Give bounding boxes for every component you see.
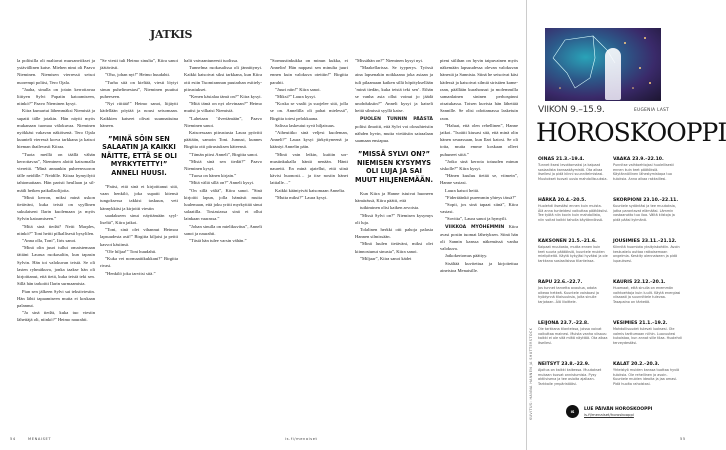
- article-paragraph: ”Minä vain leikin, kuitiin sormustinkukalla häntä nenään. Hänti nauretti. En minä ajatellut, että siinä kävisi huonosti… ja itse nostin hänet lattialle…”: [270, 151, 348, 186]
- article-paragraph: tutkiminen olisi kaiken arvoista.: [360, 205, 420, 211]
- sign-text: Yhteistyö muiden kanssa tuottaa hyviä tuloksia. Ole rehellinen ja avoin. Kuuntele muiden ideoita ja jaa omasi. Pidä huolta rahoistasi.: [613, 368, 680, 386]
- article-paragraph: ”Tästä hän tulee varsin vähän.”: [189, 238, 247, 244]
- horoscope-right-column: [613, 157, 683, 403]
- article-paragraph: ”Minä olin juuri tullut omaistemaan tätiäni Laurua ruokasaliin, kun tapasin Sylvin. Hän toi valokuvan teistä. Se oli lasten ryhmäkuva, jonka taakse hän oli kirjoittanut, että tietä, kuka teistä teki sen. Sillä hän tarkoitti Ilarin surmaamista.: [17, 245, 95, 287]
- jatkis-heading: JATKIS: [150, 28, 193, 41]
- sign-text: Kiinnitä huomiota yksityiskohtiin. Avoin keskustelu auttaa ratkaisemaan ongelmia. Keskity olennaiseen ja pidä lupauksesi.: [613, 245, 680, 263]
- article-paragraph: Sisältää kuvitettua ja kirjoitettua aineistoa Menaisille.: [440, 260, 518, 273]
- sign-text: Tunnet itsesi levottomaksi ja kaipaat sosiaalista kanssakäymistä. Ota aikaa itsellesi ja pidä kiinni suunnitelmistasi. Muutokset tuovat uusia mahdollisuuksia.: [538, 163, 608, 181]
- article-paragraph: Laura katsoi heitä.: [445, 187, 480, 193]
- promo-title: LUE PÄIVÄN HOROSKOOPPI: [584, 406, 653, 412]
- article-paragraph: ”Juuri niin!” Kiira sanoi.: [275, 86, 321, 92]
- horoscope-sign: [613, 362, 683, 403]
- illustration-credit: KUVITUS: HANNA HANNEN JA SHUTTERSTOCK: [529, 327, 533, 420]
- article-paragraph: Kun Kiira ja Hanne istuivat huoneen hämärässä, Kiira päätti, että: [355, 191, 433, 204]
- sign-heading: LEIJONA 23.7.–22.8.: [538, 321, 589, 326]
- article-paragraph: ”Mistä sinä sen tiedät?” Paavo Nieminen kysyi.: [184, 158, 262, 172]
- article-paragraph: la poliisilla oli maltavat mursanviikset ja ystävällinen katse. Miehen nimi oli Paavo Nieminen. Niemisen vierressä seisoi nuorempi poliisi, Tero Ojala.: [17, 58, 95, 85]
- sign-heading: OINAS 21.3.–19.4.: [538, 157, 585, 162]
- article-paragraph: halit vaivaantuneesti tuolissa.: [184, 58, 239, 63]
- article-column-4: [270, 57, 348, 417]
- article-paragraph: Kiira kumartui lähemmäksi Niemistä ja supatti tälle jotakin. Hän näytti myös mukanaan tuomaa välokuvaa. Nieminen nyökkäsi vakavan näköisenä. Tero Ojala kuunteli vieressä korva tarkkana ja katsoi hieman ihailevasti Kiiraa.: [17, 108, 95, 150]
- horoscope-sign: [613, 321, 683, 362]
- article-paragraph: ”Toni, sinä olet vihannut Heimoa lapsuudesta asti!” Birgitta kiljaisi ja peitti kasvot käsiinsä.: [100, 227, 178, 247]
- article-paragraph: ”Sovitta”, Laura sanoi ja hymyili.: [445, 216, 507, 222]
- sign-text: Huolehdi itsestäsi ennen kuin muista. Älä anna tunteidesi vaikuttaa päätöksiisi. Tee työtä niin kovin kuin mahdollista, niin voitat kaikki taholla käytännöissä.: [538, 204, 608, 222]
- sign-heading: JOUSIMIES 23.11.–21.12.: [613, 239, 677, 244]
- zodiac-illustration: [545, 28, 661, 101]
- article-paragraph: ”Sopii, jos sinä tapaat siinä”, Kiira vastasi.: [440, 202, 518, 215]
- article-paragraph: ”Lahetaan ’ilveriämään”, Paavo Nieminen sanoi.: [184, 115, 262, 128]
- article-paragraph: ”Henkilö joka tarvitsi sitä.”: [105, 270, 156, 276]
- article-paragraph: ”Haluat, että olen rehellinen”, Hanne jatkoi. ”Isoäiti kiusasi sitä, että minä olin hänen seurassaan, kun Ilari katosi. Se oli totta, mutta emme koskaan olleet puhuneet siitä.”: [440, 122, 518, 157]
- article-paragraph: Tunnelma ruokasalissa oli jännittynyt. Kaikki katsoivat siksi tarkkana, kun Kiira otti esiin Tuomirannan puutarhan esittelypiirustukset.: [184, 65, 262, 92]
- article-paragraph: ”Miljaar”, Kiira sanoi kädet: [360, 255, 412, 261]
- pull-quote-1: ”MINÄ SÖIN SEN SALAATIN JA KAIKKI NÄITTE, ETTÄ SE OLI MYRKYTETTY!” ANNELI HUUSI.: [100, 129, 178, 183]
- sign-text: Kuuntele sydäntäsi ja tee muutoksia, jotka parantavat elämääsi. Lämmin vastaanotto tuo iloa. Vältä kiistoja ja pidä pääsi kylmänä.: [613, 204, 676, 222]
- article-paragraph: saadakseen sinut näyttämään syylliseltä”, Kiira jatkoi.: [100, 212, 178, 226]
- article-paragraph: ”Oho, johan nyt!” Heimo huudahti.: [105, 72, 171, 78]
- article-paragraph: ”Ja sinä tiedät, kuka tuo viestin lähettäjä oli, niinkö?” Heimo naurahti.: [17, 310, 95, 323]
- sign-text: Kaipaat muutosta, mutta ennen kuin teet suuria päätöksiä, kuuntele muiden mielipiteitä. Käytä kykyjäsi hyväksi ja ole tarkkana sosiaalisissa tilanteissa.: [538, 245, 608, 263]
- sign-heading: KAKSONEN 21.5.–21.6.: [538, 239, 597, 244]
- article-paragraph: ”Turha sitä on kieltää, viesti löytyi sinun puhelimestasi”, Nieminen puuttui puheeseen.: [100, 79, 178, 100]
- article-paragraph: ”Mitä tämä on nyt olevinaan?” Heimo mutisi ja vilkaisi Niemistä.: [184, 101, 262, 114]
- article-paragraph: ”Minä kerron, miksi minä uskon tietäväni, kuka teistä on syyllinen sukulaiseni Ilarin kuolemaan ja myös Sylvin katoamiseen.”: [17, 194, 95, 222]
- page-number-right: 55: [680, 437, 686, 441]
- horoscope-left-column: [538, 157, 608, 403]
- article-paragraph: Katsoessaan piirustusta Laura pyöritti päätään, samoin Toni. Jumust, kunnes Birgitta otti piirustuksen käteensä.: [184, 130, 262, 150]
- article-paragraph: Salissa laskeutui syvä hiljaisuus.: [275, 122, 335, 128]
- horoscope-sign: [538, 362, 608, 403]
- article-paragraph: Kaikki kääntyivät katsomaan Annelia.: [275, 187, 346, 193]
- article-paragraph: ”Maakellarissa. Se tyyperys. Työssä aina lapsenakin noikkaana joka asiaan ja tuli pilaamaan kaiken sillä höpötyksellään ’minä tiedän, kuka teistä teki sen’. Eihän se vanha asia ollut voinut jo jäädä unohduksiin?” Anneli kysyi ja katseli heitä silmissä syyllä katse.: [355, 65, 433, 114]
- article-paragraph: ”Koska se vaalii ja suojelee sitä, jolla se on. Annelilla oli pahat mielessä”, Birgitta totesi pelokkaana.: [270, 101, 348, 121]
- article-paragraph: ”Paitsi, että sinä et kirjoittanut sitä, vaan henkilö, joka supatti kitensä tungoksessa takkisi taskuun, veti kännykkäsi ja kirjoitti viestin: [100, 184, 178, 211]
- article-paragraph: ”Missähän on?” Nieminen kysyi nyt.: [355, 58, 424, 63]
- article-paragraph: Tolalinen herkki otti pahoja palasia Hannen silmissään.: [355, 227, 433, 240]
- article-paragraph: ”Mitä sinä tiedät? Neiti Marples, niinkö?” Toni heitti pilkallisesti bysylilen.: [17, 223, 95, 236]
- article-paragraph: ”Mitä väliä sillä on?” Anneli kysyi.: [189, 180, 255, 186]
- article-paragraph: ”Nyt riittää!” Heimo sanoi, liijäytti kädellään pöytää ja nousi seisomaan. Kaikkien katseet olivat suunnattuina häneen.: [100, 101, 178, 128]
- sign-heading: SKORPIONI 23.10.–22.11.: [613, 198, 679, 203]
- horoscope-week: VIIKON 9.–15.9.: [538, 105, 605, 115]
- sign-heading: RAPU 22.6.–22.7.: [538, 280, 583, 285]
- article-paragraph: ”Sormustinkukka on minun kukka, ei Annelin! Hän nappasi sen minulta juuri ennen kuin valokuva otettiin!” Birgitta parahti.: [270, 58, 348, 85]
- horoscope-author: EUGENIA LAST: [634, 108, 670, 113]
- lead-in: PUOLEN TUNNIN PÄÄSTÄ: [360, 116, 433, 122]
- article-paragraph: ”Kuka vei normaattikukkani?” Birgitta rivasi.: [100, 256, 178, 269]
- horoscope-sign: [538, 321, 608, 362]
- page-number-left: 54: [10, 437, 16, 441]
- article-paragraph: ”Jotko sinä kerrota totuuden minun siskolle?” Kiira kysyi.: [440, 158, 518, 172]
- horoscope-sign: [538, 198, 608, 239]
- magazine-name: MENAISET: [28, 437, 52, 441]
- figure-silhouette: [605, 48, 621, 100]
- magazine-url: is.fi/menaiset: [285, 437, 318, 441]
- article-paragraph: ”Aiheutitko sinä veljesi kuoleman, Anneli?” Laura kysyi järkyttyneenä ja kääntyi Annelin päin.: [270, 130, 348, 150]
- article-paragraph: ”Missä Sylvi on?” Niemisen kysymys oli luja.: [355, 212, 433, 225]
- sign-heading: KALAT 20.2.–20.3.: [613, 362, 660, 367]
- horoscope-sign: [613, 157, 683, 198]
- article-paragraph: VIIKKOA MYÖHEMMIN Kiira avasi postin tuomat lähetyksen. Siinä hän oli Sannin kanssa näkemässä vanha valokuva.: [440, 223, 519, 252]
- article-column-2: [100, 57, 178, 417]
- article-paragraph: PUOLEN TUNNIN PÄÄSTÄ poliisi ilmoitti, että Sylvi voi olosuhteisiin nähden hyvin, mutta vietäisiin sairaalaan saamaan ensiapua.: [355, 116, 433, 144]
- article-paragraph: Jatkokertomus päättyy.: [445, 253, 488, 259]
- article-paragraph: ”Johan sinulla on mielikuvitus”, Anneli sanoi ja naurahti.: [184, 223, 262, 236]
- article-paragraph: ”Tämän piirsi Anneli”, Birgitta sanoi.: [189, 151, 259, 157]
- sign-heading: HÄRKÄ 20.4.–20.5.: [538, 198, 587, 203]
- pull-quote-2: ”MISSÄ SYLVI ON?” NIEMISEN KYSYMYS OLI LUJA JA SAI MUUT HILJENEMÄÄN.: [355, 144, 433, 190]
- article-paragraph: ”Miksi?” Laura kysyi.: [275, 94, 316, 100]
- lead-in: VIIKKOA MYÖHEMMIN: [445, 224, 505, 230]
- article-column-6: [440, 57, 518, 417]
- article-column-5: [355, 57, 433, 417]
- sign-text: Jos tunnet tarvetta avautua, odota oikeaa hetkeä. Kuuntele vaistoasi ja hyödynnä tilaisuuksia, joita sinulle tarjotaan. Älä liioittele.: [538, 286, 600, 304]
- promo-link[interactable]: is.fi/menaiset/horoskooppi: [584, 411, 634, 417]
- article-paragraph: pieni siilihan on hyvin taipuvainen myös näkemään lapsuudessa olevan valokuvan hänestä ja Sannista. Siinä he seisoivat käsi kädessä ja katsoivat silmiä siristäen kameraan, päällään kurahousut ja molemmilla samanlainen sininen perhospinni otsatukassa. Toisen kuvista hän lähettää Sannille. Se olisi odottamassa lasketuin raon.: [440, 58, 518, 121]
- article-paragraph: ”Fidertäänkö puremmin yhteys tässä?”: [445, 194, 517, 200]
- constellation-icon: [545, 28, 661, 101]
- article-paragraph: ”Hänen kuuluu tietää se, viimein”, Hanne vastasi.: [440, 173, 518, 186]
- article-paragraph: ”Tuosa on hänen kirjain.”: [189, 173, 237, 179]
- horoscope-sign: [613, 239, 683, 280]
- article-paragraph: ”Kenen käsialaa tämä on?” Kiira kysyi.: [189, 94, 262, 100]
- horoscope-promo[interactable]: [566, 405, 652, 418]
- article-column-3: [184, 57, 262, 417]
- sign-heading: KAURIS 22.12.–20.1.: [613, 280, 666, 285]
- article-paragraph: ”Se viesti tuli Heimo sinulta”, Kiira sanoi jäätävästi.: [100, 58, 178, 71]
- is-logo: IS: [566, 405, 579, 418]
- article-paragraph: ”Anna olla, Toni”, Iiris sanoi.: [22, 238, 77, 244]
- sign-text: Huomaat, että sinulla on enemmän vaihtoehtoja kuin luulit. Käytä energiasi viisaasti ja suunnittele tulevaa. Tasapaino on tärkeää.: [613, 286, 681, 304]
- sign-text: Ole tarkkana tilanteissa, joissa voivat vaikuttaa mainesi. Muista vanha viisaus: kaikki ei ole sitä miltä näyttää. Ota aikaa itsellesi.: [538, 327, 608, 345]
- article-paragraph: ”Ole hiljaa!” Toni huudahti.: [105, 248, 157, 254]
- article-paragraph: ”Tuota meillä on täällä vähän kerrottavaa”, Nieminen aloitti katsomalla viereitä. ”Minä annankin puheenvuoron tälle neidille.” Neidille. Kiiraa hymyilytti tahtomattaan. Hän paristi heullaan ja silmäili hetken paikallaolijoita.: [17, 151, 95, 193]
- sign-heading: NEITSYT 23.8.–22.9.: [538, 362, 590, 367]
- sign-heading: VESIMIES 21.1.–19.2.: [613, 321, 668, 326]
- sign-heading: VAAKA 23.9.–22.10.: [613, 157, 664, 162]
- sign-text: Ajoitus on kaikki kaikessa. Muutokset mukaan tuovat onnistumisia. Pysy aktiivisena ja tee asioita ajallaan. Tarkkaile ympäristöäsi.: [538, 368, 602, 386]
- article-paragraph: ”Minä luulen tietäväni, miksi olet kiinnostunut sinusta”, Kiira sanoi.: [355, 241, 433, 254]
- horoscope-sign: [538, 239, 608, 280]
- horoscope-title: HOROSKOOPPI: [536, 118, 726, 147]
- horoscope-sign: [613, 280, 683, 321]
- article-paragraph: ”On sillä väliä”, Kiira sanoi. ”Sinä kirjoitit lapun, jolla hämäsit muita luulemaan, että joku yritti myrkyttää sinut salaatilla. Tosiasiassa sinä et ollut lainkaan vaarassa.”: [184, 187, 262, 222]
- sign-text: Punnitse vaihtoehtojasi huolellisesti ennen kuin teet päätöksiä. Käytännöllinen lähestymistapa tuo tuloksia. Anna aikaa rakkaillesi.: [613, 163, 674, 181]
- article-paragraph: ”Mutta miksi?” Laura kysyi.: [275, 194, 328, 200]
- sign-text: Mahdollisuudet tulevat luoksesi. Ole valmis tarttumaan niihin. Luovuutesi kukoistaa, kun annat sille tilaa. Huolehdi terveydestäsi.: [613, 327, 682, 345]
- article-column-1: [17, 57, 95, 417]
- article-paragraph: Pian sen jälkeen Sylvi sai tekstiviestin. Hän lähti tapaamiseen mutta ei koskaan palannut.: [17, 288, 95, 308]
- horoscope-sign: [538, 157, 608, 198]
- page-divider: [526, 0, 527, 450]
- horoscope-sign: [538, 280, 608, 321]
- article-paragraph: ”Jaaha, sinulla on jotain kerrottavaa liittyen Sylvi Papatin katoamiseen, niinkö?” Paavo Nieminen kysyi.: [17, 86, 95, 107]
- horoscope-sign: [613, 198, 683, 239]
